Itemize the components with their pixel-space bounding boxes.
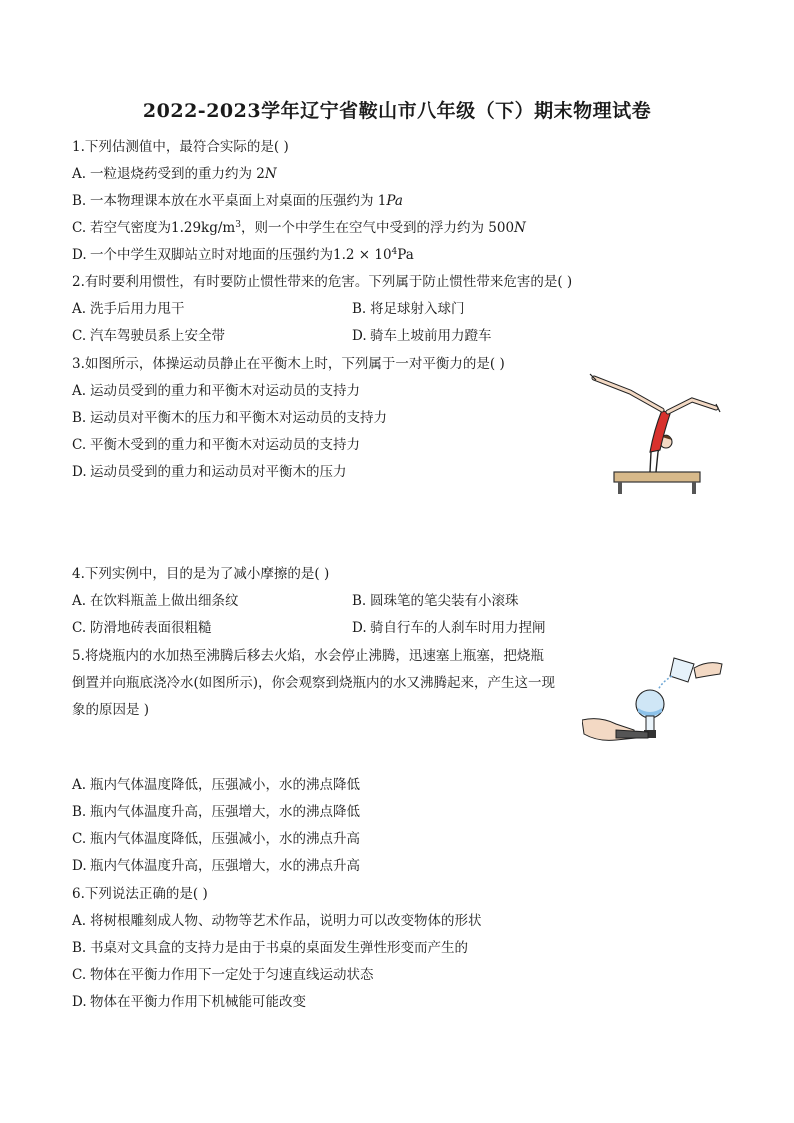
option-text: 瓶内气体温度升高，压强增大，水的沸点升高 bbox=[90, 858, 360, 874]
option-label: B. bbox=[72, 193, 87, 209]
question-2-stem: 2.有时要利用惯性，有时要防止惯性带来的危害。下列属于防止惯性带来危害的是( ) bbox=[72, 274, 573, 290]
option-label: C. bbox=[72, 328, 87, 344]
option-superscript: 3 bbox=[235, 220, 241, 230]
option-label: D. bbox=[72, 464, 87, 480]
option-superscript: 4 bbox=[391, 247, 398, 257]
option-text: 洗手后用力甩干 bbox=[90, 301, 185, 317]
q1-option-b bbox=[72, 191, 403, 211]
option-text: 一粒退烧药受到的重力约为 2 bbox=[90, 166, 265, 182]
option-unit: N bbox=[264, 166, 277, 182]
q4-option-b bbox=[352, 591, 519, 611]
page-title: 2022-2023学年辽宁省鞍山市八年级（下）期末物理试卷 bbox=[142, 100, 652, 122]
q5-option-d bbox=[72, 856, 360, 876]
option-text: 汽车驾驶员系上安全带 bbox=[90, 328, 225, 344]
option-label: A. bbox=[72, 777, 87, 793]
option-label: D. bbox=[352, 328, 367, 344]
option-text: 若空气密度为1.29kg/m bbox=[90, 220, 236, 236]
question-6-stem: 6.下列说法正确的是( ) bbox=[72, 886, 208, 902]
beam-leg-left bbox=[618, 482, 622, 494]
option-text: 骑自行车的人刹车时用力捏闸 bbox=[370, 620, 546, 636]
gymnast-balance-beam-figure bbox=[584, 360, 724, 496]
option-label: B. bbox=[352, 593, 367, 609]
option-label: B. bbox=[72, 940, 87, 956]
q6-option-d bbox=[72, 992, 306, 1012]
q4-option-a bbox=[72, 591, 239, 611]
option-text: 将树根雕刻成人物、动物等艺术作品，说明力可以改变物体的形状 bbox=[90, 913, 482, 929]
q3-option-a bbox=[72, 381, 360, 401]
option-text: 瓶内气体温度降低，压强减小，水的沸点降低 bbox=[90, 777, 360, 793]
option-text: ，则一个中学生在空气中受到的浮力约为 500 bbox=[240, 220, 515, 236]
option-text: 圆珠笔的笔尖装有小滚珠 bbox=[370, 593, 519, 609]
option-text: 瓶内气体温度降低，压强减小，水的沸点升高 bbox=[90, 831, 360, 847]
option-text: 运动员受到的重力和平衡木对运动员的支持力 bbox=[90, 383, 360, 399]
q2-option-c bbox=[72, 326, 225, 346]
water-cup bbox=[670, 658, 694, 682]
option-label: B. bbox=[72, 804, 87, 820]
option-label: D. bbox=[72, 858, 87, 874]
q6-option-c bbox=[72, 965, 374, 985]
q2-option-a bbox=[72, 299, 185, 319]
option-text: 书桌对文具盒的支持力是由于书桌的桌面发生弹性形变而产生的 bbox=[90, 940, 468, 956]
q1-option-d bbox=[72, 245, 414, 265]
q3-option-d bbox=[72, 462, 347, 482]
question-3-stem: 3.如图所示，体操运动员静止在平衡木上时，下列属于一对平衡力的是( ) bbox=[72, 356, 505, 372]
option-text: 一本物理课本放在水平桌面上对桌面的压强约为 1 bbox=[90, 193, 387, 209]
q5-option-b bbox=[72, 802, 360, 822]
option-label: A. bbox=[72, 301, 87, 317]
flask-neck bbox=[646, 716, 654, 732]
q4-option-d bbox=[352, 618, 546, 638]
option-label: D. bbox=[352, 620, 367, 636]
option-label: A. bbox=[72, 383, 87, 399]
option-label: D. bbox=[72, 994, 87, 1010]
option-text: 运动员受到的重力和运动员对平衡木的压力 bbox=[90, 464, 347, 480]
option-text: 物体在平衡力作用下一定处于匀速直线运动状态 bbox=[90, 967, 374, 983]
option-label: B. bbox=[72, 410, 87, 426]
option-label: C. bbox=[72, 620, 87, 636]
q2-option-d bbox=[352, 326, 492, 346]
option-label: A. bbox=[72, 593, 87, 609]
q1-option-c bbox=[72, 218, 526, 238]
option-text: 一个中学生双脚站立时对地面的压强约为1.2 × 10 bbox=[90, 247, 392, 263]
question-5-stem-line-2: 倒置并向瓶底浇冷水(如图所示)，你会观察到烧瓶内的水又沸腾起来，产生这一现 bbox=[72, 675, 556, 691]
inverted-flask-cold-water-figure bbox=[582, 650, 724, 750]
option-label: A. bbox=[72, 166, 87, 182]
option-text: 在饮料瓶盖上做出细条纹 bbox=[90, 593, 239, 609]
beam-leg-right bbox=[692, 482, 696, 494]
q3-option-b bbox=[72, 408, 387, 428]
flask-clamp bbox=[616, 730, 648, 738]
option-label: C. bbox=[72, 967, 87, 983]
option-label: B. bbox=[352, 301, 367, 317]
option-label: C. bbox=[72, 831, 87, 847]
option-text: Pa bbox=[397, 247, 414, 263]
option-label: C. bbox=[72, 220, 87, 236]
option-text: 平衡木受到的重力和平衡木对运动员的支持力 bbox=[90, 437, 360, 453]
question-5-stem-line-3: 象的原因是 ) bbox=[72, 702, 150, 718]
question-4-stem: 4.下列实例中，目的是为了减小摩擦的是( ) bbox=[72, 566, 330, 582]
q1-option-a bbox=[72, 164, 277, 184]
option-text: 物体在平衡力作用下机械能可能改变 bbox=[90, 994, 306, 1010]
q6-option-b bbox=[72, 938, 468, 958]
option-label: A. bbox=[72, 913, 87, 929]
option-text: 防滑地砖表面很粗糙 bbox=[90, 620, 212, 636]
q6-option-a bbox=[72, 911, 482, 931]
option-text: 骑车上坡前用力蹬车 bbox=[370, 328, 492, 344]
water-stream bbox=[658, 676, 672, 690]
question-5-stem-line-1: 5.将烧瓶内的水加热至沸腾后移去火焰，水会停止沸腾，迅速塞上瓶塞，把烧瓶 bbox=[72, 648, 544, 664]
option-text: 瓶内气体温度升高，压强增大，水的沸点降低 bbox=[90, 804, 360, 820]
q3-option-c bbox=[72, 435, 360, 455]
pouring-hand bbox=[694, 663, 722, 678]
q4-option-c bbox=[72, 618, 212, 638]
option-label: C. bbox=[72, 437, 87, 453]
option-text: 运动员对平衡木的压力和平衡木对运动员的支持力 bbox=[90, 410, 387, 426]
option-unit: N bbox=[514, 220, 526, 236]
option-label: D. bbox=[72, 247, 87, 263]
option-unit: Pa bbox=[386, 193, 403, 209]
question-1-stem: 1.下列估测值中，最符合实际的是( ) bbox=[72, 139, 289, 155]
q2-option-b bbox=[352, 299, 465, 319]
q5-option-a bbox=[72, 775, 360, 795]
q5-option-c bbox=[72, 829, 360, 849]
option-text: 将足球射入球门 bbox=[370, 301, 465, 317]
balance-beam bbox=[614, 472, 700, 482]
